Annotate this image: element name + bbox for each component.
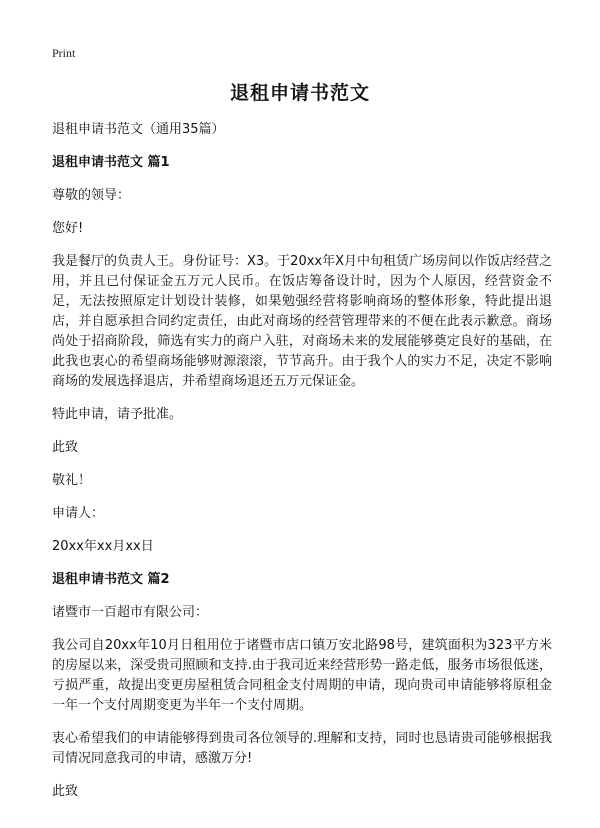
date-line-1: 20xx年xx月xx日: [52, 539, 154, 554]
closing-line-2a: 此致: [52, 784, 79, 799]
greeting-1: 您好!: [52, 221, 84, 236]
body-paragraph-2b: 衷心希望我们的申请能够得到贵司各位领导的.理解和支持，同时也恳请贵司能够根据我司情况同意我司的申请，感激万分!: [52, 731, 552, 766]
salutation-2: 诸暨市一百超市有限公司：: [52, 605, 209, 620]
body-paragraph-2a: 我公司自20xx年10月日租用位于诸暨市店口镇万安北路98号，建筑面积为323平方米的房屋以来，深受贵司照顾和支持.由于我司近来经营形势一路走低，服务市场很低迷，亏损严重，故提出变更房屋租赁合同租金支付周期的申请，现向贵司申请能够将原租金一年一个支付周期变更为半年一个支付周期。: [52, 638, 552, 713]
section-heading-1: 退租申请书范文 篇1: [52, 155, 170, 170]
body-paragraph-1: 我是餐厅的负责人王。身份证号：X3。于20xx年X月中旬租赁广场房间以作饭店经营之用，并且已付保证金五万元人民币。在饭店筹备设计时，因为个人原因，经营资金不足，无法按照原定计划设计装修，如果勉强经营将影响商场的整体形象，特此提出退店，并自愿承担合同约定责任，由此对商场的经营管理带来的不便在此表示歉意。商场尚处于招商阶段，筛选有实力的商户入驻，对商场未来的发展能够奠定良好的基础，在此我也衷心的希望商场能够财源滚滚，节节高升。由于我个人的实力不足，决定不影响商场的发展选择退店，并希望商场退还五万元保证金。: [52, 254, 553, 389]
salutation-1: 尊敬的领导：: [52, 188, 131, 203]
applicant-line-1: 申请人：: [52, 506, 105, 521]
request-line-1: 特此申请，请予批准。: [52, 407, 183, 422]
document-subtitle: 退租申请书范文（通用35篇）: [52, 122, 225, 137]
closing-line-1b: 敬礼！: [52, 473, 92, 488]
section-heading-2: 退租申请书范文 篇2: [52, 572, 170, 587]
page-title: 退租申请书范文: [229, 82, 370, 104]
document-body: [52, 120, 552, 815]
closing-line-1a: 此致: [52, 440, 79, 455]
print-link[interactable]: Print: [52, 46, 76, 60]
